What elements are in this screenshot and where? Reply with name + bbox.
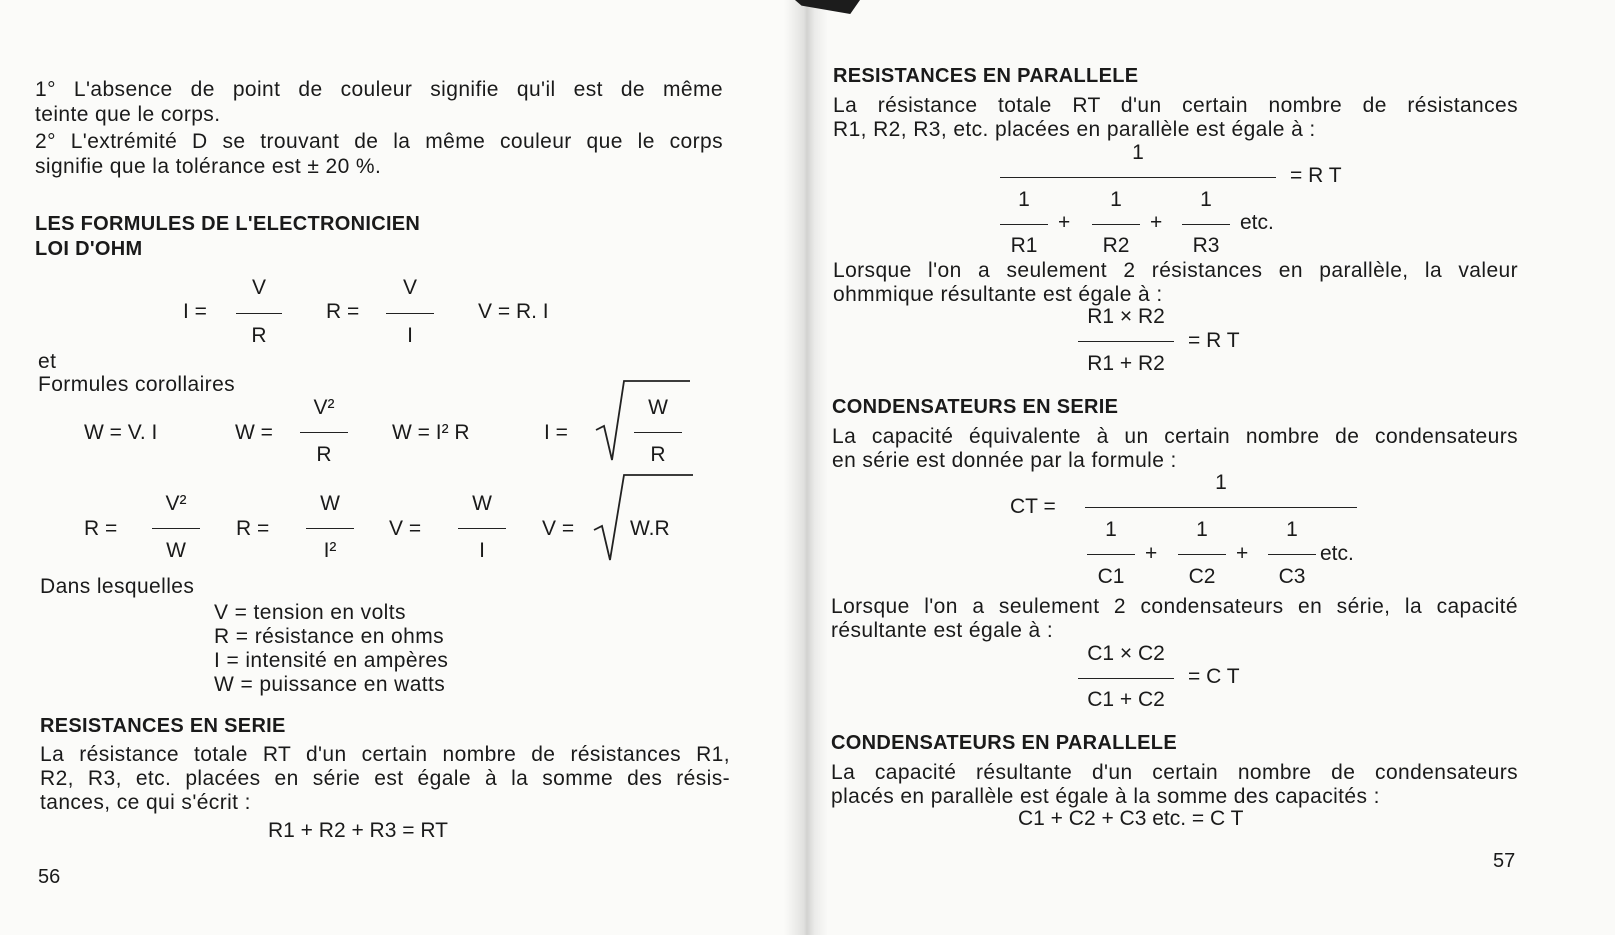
row1-a: W = V. I [84,421,158,444]
cond-term3-num: 1 [1286,518,1298,541]
cond-serie-text-line-2: en série est donnée par la formule : [832,449,1177,472]
cond-serie-main-bar [1085,507,1357,508]
cond-serie2-num: C1 × C2 [1087,642,1165,665]
cond-term3-bar [1268,554,1316,555]
row2-b-den: I² [323,539,337,562]
intro-line-1: 1° L'absence de point de couleur signifie qu'il est de même [35,78,723,101]
section-heading-condensateurs-serie: CONDENSATEURS EN SERIE [832,396,1119,418]
parallel-text-line-1: La résistance totale RT d'un certain nombre de résistances [833,94,1518,117]
parallel-term1-den: R1 [1010,234,1038,257]
row2-a-lhs: R = [84,517,118,540]
legend-r: R = résistance en ohms [214,625,444,648]
parallel-term2-num: 1 [1110,188,1122,211]
serie-formula: R1 + R2 + R3 = RT [268,819,448,842]
row2-b-num: W [320,492,340,515]
ohm-f1-num: V [251,276,266,299]
ohm-f2-bar [386,313,434,314]
cond-term1-num: 1 [1105,518,1117,541]
row1-b-lhs: W = [235,421,273,444]
parallel2-text-line-1: Lorsque l'on a seulement 2 résistances en parallèle, la valeur [833,259,1518,282]
left-page [0,0,800,935]
row2-b-bar [306,528,354,529]
plus-sign: + [1145,542,1158,565]
row2-c-lhs: V = [389,517,422,540]
parallel-term1-num: 1 [1018,188,1030,211]
etc-label: etc. [1320,542,1354,565]
row1-d-lhs: I = [544,421,568,444]
cond-serie-lhs: CT = [1010,495,1056,518]
serie-text-line-2: R2, R3, etc. placées en série est égale à la somme des résis- [40,767,730,790]
parallel-main-bar [1000,177,1276,178]
ohm-f1-lhs: I = [183,300,207,323]
row1-c: W = I² R [392,421,470,444]
intro-line-3: 2° L'extrémité D se trouvant de la même couleur que le corps [35,130,723,153]
right-page [800,0,1615,935]
legend-v: V = tension en volts [214,601,406,624]
cond-serie2-bar [1078,678,1174,679]
row2-a-bar [152,528,200,529]
cond-parallel-text-line-1: La capacité résultante d'un certain nombre de condensateurs [831,761,1518,784]
section-heading-formules: LES FORMULES DE L'ELECTRONICIEN [35,213,421,235]
legend-w: W = puissance en watts [214,673,446,696]
cond-term1-den: C1 [1097,565,1125,588]
ohm-f1-bar [236,313,282,314]
cond-serie2-text-line-2: résultante est égale à : [831,619,1054,642]
cond-term2-den: C2 [1188,565,1216,588]
parallel-term3-den: R3 [1192,234,1220,257]
plus-sign: + [1236,542,1249,565]
row1-d-bar [634,432,682,433]
page-number-left: 56 [38,866,61,888]
ohm-f1-den: R [251,324,267,347]
row1-b-den: R [316,443,332,466]
parallel-rhs: = R T [1290,164,1342,187]
cond-serie2-text-line-1: Lorsque l'on a seulement 2 condensateurs en série, la capacité [831,595,1518,618]
row2-b-lhs: R = [236,517,270,540]
parallel2-text-line-2: ohmmique résultante est égale à : [833,283,1163,306]
cond-serie2-den: C1 + C2 [1087,688,1165,711]
parallel-term3-num: 1 [1200,188,1212,211]
parallel2-num: R1 × R2 [1087,305,1165,328]
cond-serie-text-line-1: La capacité équivalente à un certain nombre de condensateurs [832,425,1518,448]
parallel-term1-bar [1000,224,1048,225]
plus-sign: + [1058,211,1071,234]
page-number-right: 57 [1493,850,1516,872]
dans-lesquelles: Dans lesquelles [40,575,195,598]
et-label: et [38,350,57,373]
parallel2-bar [1078,341,1174,342]
row2-a-den: W [166,539,186,562]
row2-d-rad: W.R [630,517,670,540]
ohm-f2-lhs: R = [326,300,360,323]
cond-term3-den: C3 [1278,565,1306,588]
parallel-term3-bar [1182,224,1230,225]
cond-serie2-rhs: = C T [1188,665,1240,688]
parallel2-rhs: = R T [1188,329,1240,352]
serie-text-line-1: La résistance totale RT d'un certain nombre de résistances R1, [40,743,730,766]
parallel-term2-bar [1092,224,1140,225]
section-heading-loi-ohm: LOI D'OHM [35,238,143,260]
section-heading-condensateurs-parallele: CONDENSATEURS EN PARALLELE [831,732,1177,754]
intro-line-4: signifie que la tolérance est ± 20 %. [35,155,382,178]
parallel-text-line-2: R1, R2, R3, etc. placées en parallèle est égale à : [833,118,1316,141]
parallel-term2-den: R2 [1102,234,1130,257]
parallel2-den: R1 + R2 [1087,352,1165,375]
cond-term2-bar [1178,554,1226,555]
intro-line-2: teinte que le corps. [35,103,221,126]
row1-b-bar [300,432,348,433]
serie-text-line-3: tances, ce qui s'écrit : [40,791,251,814]
row2-c-num: W [472,492,492,515]
cond-term2-num: 1 [1196,518,1208,541]
section-heading-resistances-serie: RESISTANCES EN SERIE [40,715,286,737]
parallel-main-num: 1 [1132,141,1144,164]
ohm-f2-den: I [407,324,413,347]
row2-c-bar [458,528,506,529]
row1-d-num: W [648,396,668,419]
row2-a-num: V² [165,492,187,515]
cond-term1-bar [1087,554,1135,555]
etc-label: etc. [1240,211,1274,234]
ohm-f2-num: V [402,276,417,299]
cond-serie-main-num: 1 [1215,471,1227,494]
cond-parallel-text-line-2: placés en parallèle est égale à la somme des capacités : [831,785,1380,808]
legend-i: I = intensité en ampères [214,649,449,672]
corollaires-label: Formules corollaires [38,373,236,396]
row1-b-num: V² [313,396,335,419]
section-heading-resistances-parallele: RESISTANCES EN PARALLELE [833,65,1139,87]
row2-d-lhs: V = [542,517,575,540]
plus-sign: + [1150,211,1163,234]
ohm-f3: V = R. I [478,300,549,323]
row1-d-den: R [650,443,666,466]
row2-c-den: I [479,539,485,562]
cond-parallel-formula: C1 + C2 + C3 etc. = C T [1018,807,1244,830]
book-gutter [784,0,828,935]
